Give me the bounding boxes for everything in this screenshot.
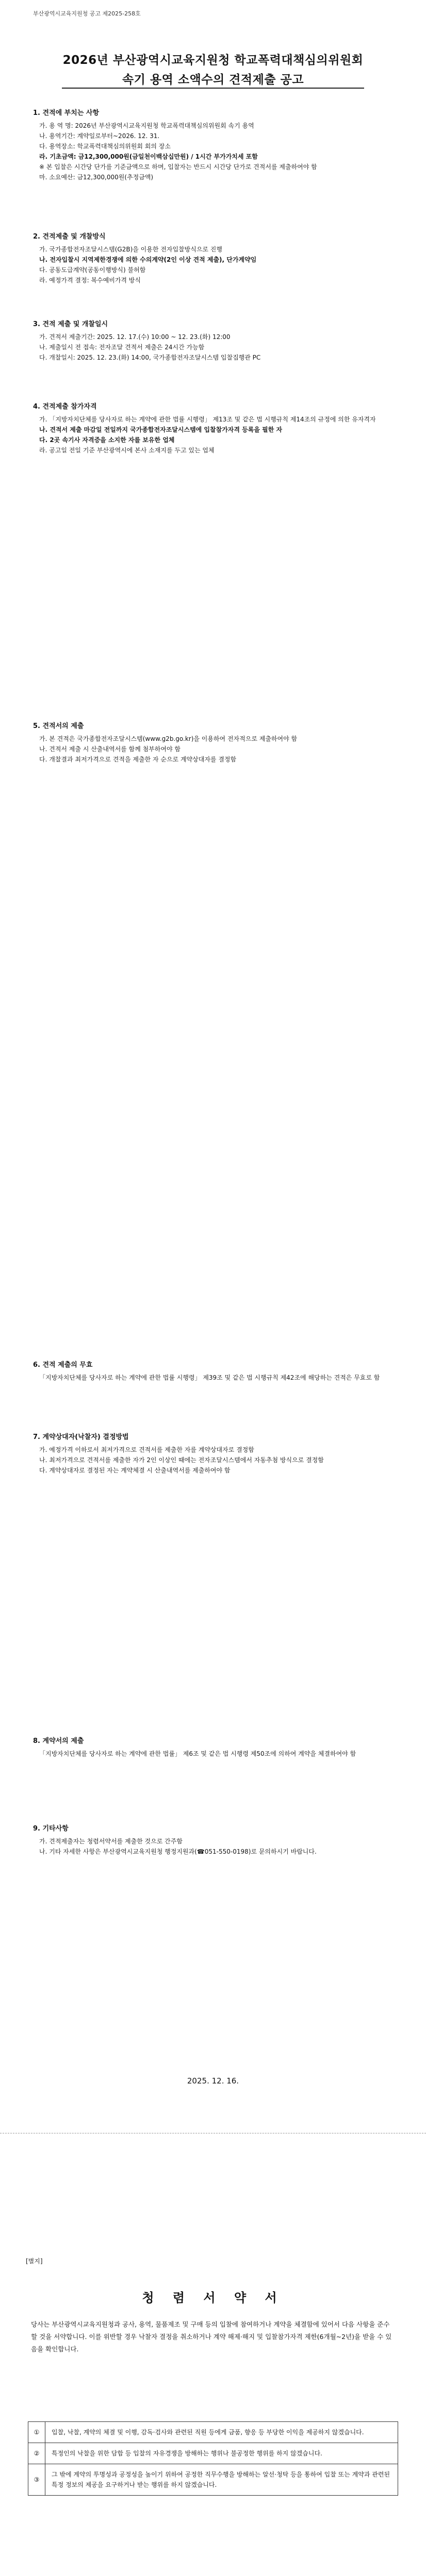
title-divider [62, 88, 364, 89]
section-line: 나. 전자입찰시 지역제한경쟁에 의한 수의계약(2인 이상 견적 제출), 단가계약임 [39, 256, 257, 263]
section-heading: 1. 견적에 부치는 사항 [33, 109, 100, 117]
pledge-title: 청 렴 서 약 서 [142, 2291, 284, 2305]
section-line: 나. 견적서 제출 마감일 전일까지 국가종합전자조달시스템에 입찰참가자격 등록을 필한 자 [39, 426, 283, 433]
pledge-item [28, 2464, 398, 2496]
section-6 [33, 1360, 394, 1383]
section-line: 「지방자치단체를 당사자로 하는 계약에 관한 법률」 제6조 및 같은 법 시행령 제50조에 의하여 계약을 체결하여야 함 [39, 1750, 356, 1757]
section-heading: 3. 견적 제출 및 개찰일시 [33, 320, 108, 328]
title-line-1: 2026년 부산광역시교육지원청 학교폭력대책심의위원회 [62, 54, 364, 67]
section-line: 가. 용 역 명: 2026년 부산광역시교육지원청 학교폭력대책심의위원회 속기 용역 [39, 122, 254, 129]
section-3 [33, 319, 394, 363]
pledge-item-text: 입찰, 낙찰, 계약의 체결 및 이행, 감독·검사와 관련된 직원 등에게 금품, 향응 등 부당한 이익을 제공하지 않겠습니다. [45, 2422, 398, 2443]
annex-label: [별지] [26, 2258, 43, 2265]
section-line: 가. 국가종합전자조달시스템(G2B)을 이용한 전자입찰방식으로 진행 [39, 246, 222, 253]
notice-date: 2025. 12. 16. [187, 2076, 239, 2086]
section-heading: 5. 견적서의 제출 [33, 722, 84, 730]
notice-number: 부산광역시교육지원청 공고 제2025-258호 [33, 10, 141, 17]
pledge-item-text: 그 밖에 계약의 투명성과 공정성을 높이기 위하여 공정한 직무수행을 방해하는 알선·청탁 등을 통하여 입찰 또는 계약과 관련된 특정 정보의 제공을 요구하거나 받는 행위를 하지 않겠습니다. [45, 2464, 398, 2496]
section-heading: 4. 견적제출 참가자격 [33, 403, 97, 411]
section-line: 다. 개찰결과 최저가격으로 견적을 제출한 자 순으로 계약상대자를 결정함 [39, 756, 237, 763]
pledge-item-number: ③ [28, 2464, 45, 2496]
section-2 [33, 232, 394, 285]
pledge-item-number: ② [28, 2443, 45, 2464]
section-heading: 7. 계약상대자(낙찰자) 결정방법 [33, 1433, 129, 1441]
section-line: 가. 「지방자치단체를 당사자로 하는 계약에 관한 법률 시행령」 제13조 및 같은 법 시행규칙 제14조의 규정에 의한 유자격자 [39, 416, 376, 423]
section-line: 다. 공동도급계약(공동이행방식) 불허함 [39, 266, 146, 274]
section-line: 「지방자치단체를 당사자로 하는 계약에 관한 법률 시행령」 제39조 및 같은 법 시행규칙 제42조에 해당하는 견적은 무효로 함 [39, 1374, 380, 1381]
section-line: 나. 용역기간: 계약일로부터~2026. 12. 31. [39, 132, 160, 140]
section-1 [33, 108, 394, 182]
pledge-item-text: 특정인의 낙찰을 위한 담합 등 입찰의 자유경쟁을 방해하는 행위나 불공정한 행위를 하지 않겠습니다. [45, 2443, 398, 2464]
section-heading: 8. 계약서의 제출 [33, 1737, 84, 1745]
section-8 [33, 1736, 394, 1759]
pledge-item-number: ① [28, 2422, 45, 2443]
pledge-body: 당사는 부산광역시교육지원청과 공사, 용역, 물품제조 및 구매 등의 입찰에 참여하거나 계약을 체결함에 있어서 다음 사항을 준수할 것을 서약합니다. 이를 위반할 경우 낙찰자 결정을 취소하거나 계약 해제·해지 및 입찰참가자격 제한(6개월~2년)을 받을 수 있음을 확인합니다. [31, 2320, 392, 2353]
section-line: 나. 제출일시 전 접속: 전자조달 견적서 제출은 24시간 가능함 [39, 344, 205, 351]
section-line: 다. 계약상대자로 결정된 자는 계약체결 시 산출내역서를 제출하여야 함 [39, 1467, 231, 1474]
pledge-item [28, 2443, 398, 2464]
section-heading: 6. 견적 제출의 무효 [33, 1361, 93, 1369]
section-line: 가. 견적제출자는 청렴서약서를 제출한 것으로 간주함 [39, 1838, 183, 1845]
section-line: 다. 용역장소: 학교폭력대책심의위원회 회의 장소 [39, 143, 171, 150]
section-line: 다. 개찰일시: 2025. 12. 23.(화) 14:00, 국가종합전자조달시스템 입찰집행관 PC [39, 354, 261, 361]
section-line: ※ 본 입찰은 시간당 단가를 기준금액으로 하며, 입찰자는 반드시 시간당 단가로 견적서를 제출하여야 함 [39, 163, 317, 171]
section-line: 나. 기타 자세한 사항은 부산광역시교육지원청 행정지원과(☎051-550-0198)로 문의하시기 바랍니다. [39, 1848, 317, 1855]
section-9 [33, 1824, 394, 1857]
section-line: 라. 예정가격 결정: 복수예비가격 방식 [39, 277, 141, 284]
section-line: 다. 2곳 속기사 자격증을 소지한 자를 보유한 업체 [39, 436, 175, 444]
section-7 [33, 1432, 394, 1476]
section-line: 라. 기초금액: 금12,300,000원(금일천이백삼십만원) / 1시간 부가가치세 포함 [39, 153, 258, 160]
section-heading: 2. 견적제출 및 개찰방식 [33, 233, 106, 241]
section-line: 가. 견적서 제출기간: 2025. 12. 17.(수) 10:00 ~ 12. 23.(화) 12:00 [39, 333, 231, 341]
section-line: 가. 본 견적은 국가종합전자조달시스템(www.g2b.go.kr)을 이용하여 전자적으로 제출하여야 함 [39, 735, 298, 742]
section-heading: 9. 기타사항 [33, 1825, 69, 1833]
section-line: 가. 예정가격 이하로서 최저가격으로 견적서를 제출한 자를 계약상대자로 결정함 [39, 1446, 254, 1453]
section-line: 마. 소요예산: 금12,300,000원(추정금액) [39, 174, 154, 181]
section-5 [33, 721, 394, 765]
title-line-2: 속기 용역 소액수의 견적제출 공고 [122, 73, 304, 87]
pledge-items-table [28, 2421, 398, 2496]
section-line: 라. 공고일 전일 기준 부산광역시에 본사 소재지를 두고 있는 업체 [39, 447, 215, 454]
section-line: 나. 견적서 제출 시 산출내역서를 함께 첨부하여야 함 [39, 745, 181, 753]
section-4 [33, 402, 394, 455]
pledge-item [28, 2422, 398, 2443]
section-line: 나. 최저가격으로 견적서를 제출한 자가 2인 이상인 때에는 전자조달시스템에서 자동추첨 방식으로 결정함 [39, 1456, 324, 1464]
